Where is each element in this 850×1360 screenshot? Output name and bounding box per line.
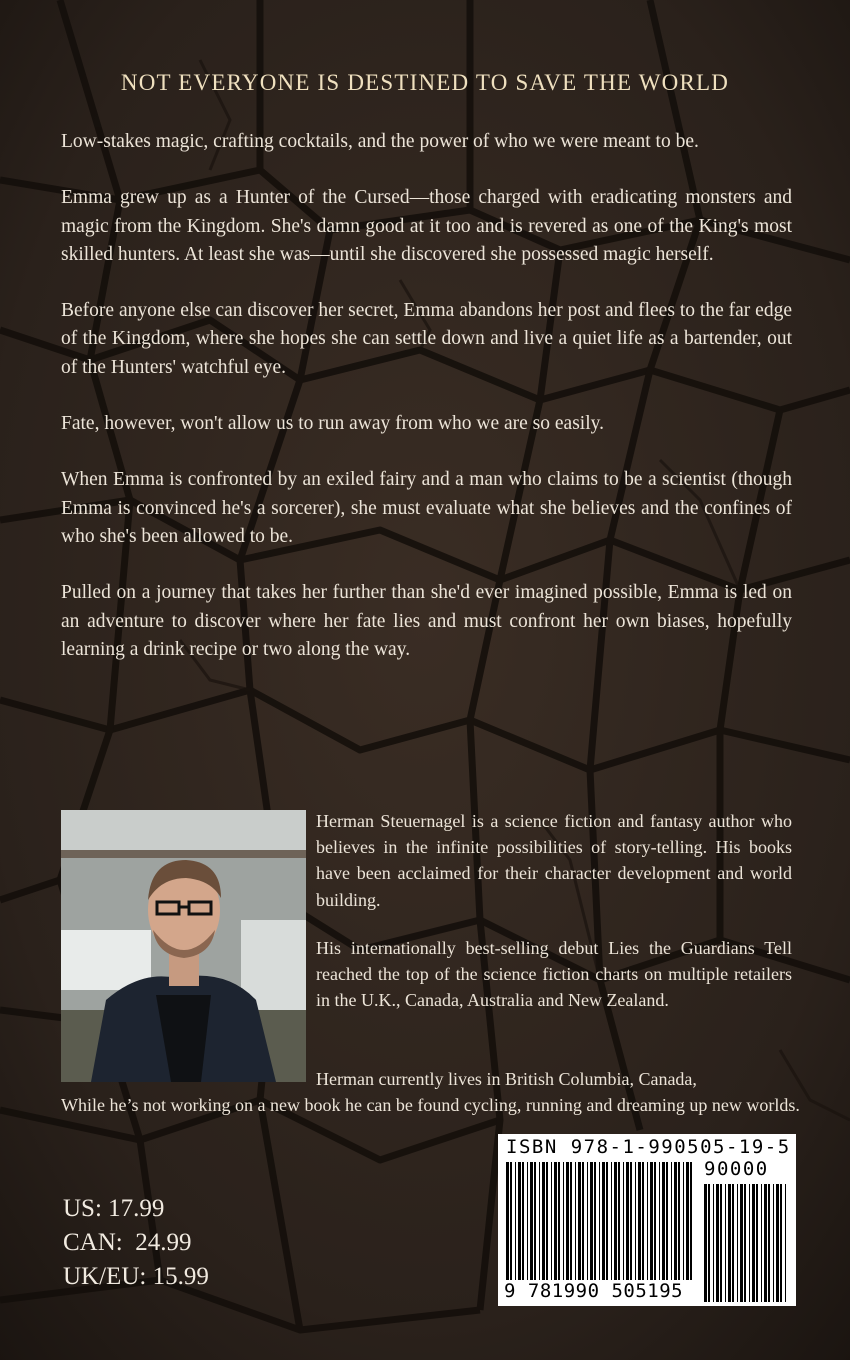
- barcode-stripe: [578, 1162, 581, 1280]
- barcode-stripe: [554, 1162, 557, 1280]
- barcode-stripe: [546, 1162, 548, 1280]
- barcode-stripe: [785, 1184, 786, 1302]
- blurb-paragraph: Emma grew up as a Hunter of the Cursed—those charged with eradicating monsters and magic from the Kingdom. She's damn good at it too and is revered as one of the King's most skilled hunters. At least she was—until she discovered she possessed magic herself.: [61, 187, 792, 265]
- barcode-stripe: [744, 1184, 746, 1302]
- barcode-stripe: [773, 1184, 774, 1302]
- barcode-stripe: [708, 1184, 710, 1302]
- barcode-stripe: [761, 1184, 762, 1302]
- barcode-stripe: [764, 1184, 767, 1302]
- barcode-stripe: [659, 1162, 660, 1280]
- barcode-stripe: [737, 1184, 738, 1302]
- barcode-stripe: [611, 1162, 612, 1280]
- barcode-stripe: [594, 1162, 596, 1280]
- barcode-stripe: [599, 1162, 600, 1280]
- barcode-stripe: [618, 1162, 620, 1280]
- barcode-stripe: [558, 1162, 560, 1280]
- barcode-stripe: [776, 1184, 779, 1302]
- barcode-stripe: [678, 1162, 680, 1280]
- barcode-stripe: [590, 1162, 593, 1280]
- barcode-stripe: [602, 1162, 605, 1280]
- barcode-stripe: [690, 1162, 692, 1280]
- bio-paragraph: Herman Steuernagel is a science fiction and fantasy author who believes in the infinite possibilities of story-telling. His books have been acclaimed for their character development and world building.: [316, 811, 792, 910]
- barcode-stripe: [623, 1162, 624, 1280]
- barcode-stripe: [563, 1162, 564, 1280]
- headline: NOT EVERYONE IS DESTINED TO SAVE THE WORLD: [120, 70, 730, 95]
- bio-closing-rest: While he’s not working on a new book he can be found cycling, running and dreaming up new worlds.: [61, 1095, 800, 1116]
- barcode-stripe: [728, 1184, 731, 1302]
- barcode-stripe: [630, 1162, 632, 1280]
- author-bio: [316, 808, 792, 1035]
- barcode-stripe: [720, 1184, 722, 1302]
- barcode-stripe: [654, 1162, 656, 1280]
- barcode-stripe: [674, 1162, 677, 1280]
- blurb-paragraph: When Emma is confronted by an exiled fairy and a man who claims to be a scientist (though Emma is convinced he's a sorcerer), she must evaluate what she believes and the confines of who she's been allowed to be.: [61, 469, 792, 547]
- barcode-stripe: [740, 1184, 743, 1302]
- isbn-text: ISBN 978-1-990505-19-5: [506, 1136, 791, 1158]
- barcode-stripe: [566, 1162, 569, 1280]
- isbn-barcode: [498, 1134, 796, 1306]
- barcode-stripe: [570, 1162, 572, 1280]
- barcode-stripe: [542, 1162, 545, 1280]
- barcode-stripe: [732, 1184, 734, 1302]
- price-ukeu: UK/EU: 15.99: [63, 1263, 209, 1290]
- barcode-stripe: [686, 1162, 689, 1280]
- barcode-stripe: [756, 1184, 758, 1302]
- price-list: [63, 1192, 209, 1294]
- bio-closing-line: Herman currently lives in British Columbia, Canada,: [316, 1069, 697, 1089]
- barcode-stripe: [752, 1184, 755, 1302]
- barcode-stripe: [662, 1162, 665, 1280]
- author-portrait-icon: [61, 810, 306, 1082]
- barcode-stripe: [650, 1162, 653, 1280]
- barcode-stripe: [683, 1162, 684, 1280]
- barcode-stripe: [768, 1184, 770, 1302]
- barcode-stripe: [522, 1162, 524, 1280]
- blurb-paragraph: Low-stakes magic, crafting cocktails, and the power of who we were meant to be.: [61, 131, 699, 152]
- barcode-stripe: [671, 1162, 672, 1280]
- price-can: CAN: 24.99: [63, 1229, 192, 1256]
- price-us: US: 17.99: [63, 1195, 165, 1222]
- author-photo: [61, 810, 306, 1082]
- barcode-stripe: [642, 1162, 644, 1280]
- barcode-stripe: [614, 1162, 617, 1280]
- blurb-paragraph: Fate, however, won't allow us to run away from who we are so easily.: [61, 413, 604, 435]
- barcode-stripe: [527, 1162, 528, 1280]
- barcode-stripe: [515, 1162, 516, 1280]
- barcode-stripe: [530, 1162, 533, 1280]
- barcode-stripe: [518, 1162, 521, 1280]
- barcode-stripe: [551, 1162, 552, 1280]
- barcode-stripe: [713, 1184, 714, 1302]
- barcode-stripe: [575, 1162, 576, 1280]
- barcode-stripe: [716, 1184, 719, 1302]
- barcode-stripe: [506, 1162, 509, 1280]
- ean-number: 9 781990 505195: [504, 1280, 684, 1302]
- barcode-stripe: [638, 1162, 641, 1280]
- barcode-stripe: [582, 1162, 584, 1280]
- barcode-stripe: [749, 1184, 750, 1302]
- barcode-stripe: [606, 1162, 608, 1280]
- blurb: [61, 128, 792, 692]
- barcode-stripe: [534, 1162, 536, 1280]
- barcode-stripe: [587, 1162, 588, 1280]
- addon-code: 90000: [704, 1158, 769, 1180]
- blurb-paragraph: Before anyone else can discover her secret, Emma abandons her post and flees to the far edge of the Kingdom, where she hopes she can settle down and live a quiet life as a bartender, out of the Hunters' watchful eye.: [61, 300, 792, 378]
- barcode-stripe: [666, 1162, 668, 1280]
- blurb-paragraph: Pulled on a journey that takes her further than she'd ever imagined possible, Emma is led on an adventure to discover where her fate lies and must confront her own biases, hopefully learning a drink recipe or two along the way.: [61, 582, 792, 660]
- barcode-stripe: [725, 1184, 726, 1302]
- barcode-stripe: [635, 1162, 636, 1280]
- barcode-stripe: [539, 1162, 540, 1280]
- barcode-stripe: [647, 1162, 648, 1280]
- barcode-stripe: [626, 1162, 629, 1280]
- barcode-stripe: [510, 1162, 512, 1280]
- author-bio-closing: [61, 1066, 804, 1118]
- bio-paragraph: His internationally best-selling debut Lies the Guardians Tell reached the top of the science fiction charts on multiple retailers in the U.K., Canada, Australia and New Zealand.: [316, 937, 792, 1011]
- barcode-stripe: [780, 1184, 782, 1302]
- barcode-stripe: [704, 1184, 707, 1302]
